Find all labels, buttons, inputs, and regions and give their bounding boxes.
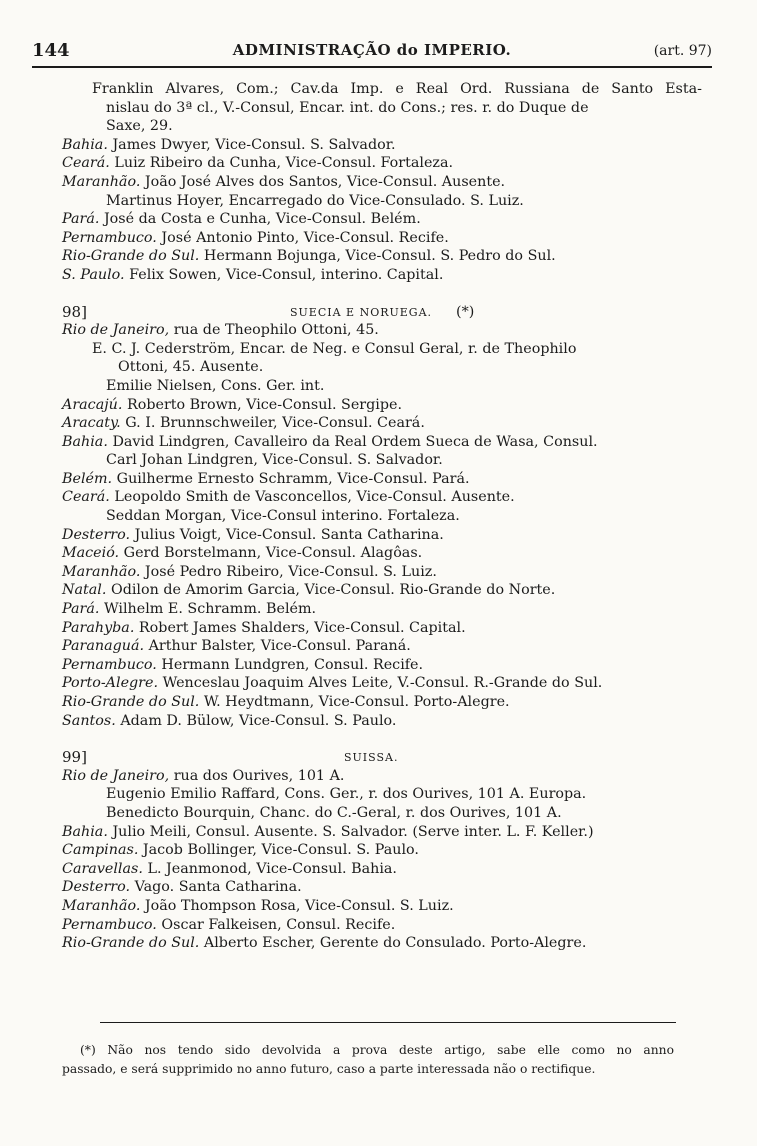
legation-line: Benedicto Bourquin, Chanc. do C.-Geral, r. dos Ourives, 101 A. (106, 804, 562, 821)
place-name: Pará. (62, 601, 100, 618)
consulate-entry (62, 860, 702, 879)
section-number: 98] (62, 302, 87, 321)
consulate-text: Robert James Shalders, Vice-Consul. Capital. (138, 619, 466, 636)
running-title: ADMINISTRAÇÃO do IMPERIO. (232, 41, 512, 59)
place-name: Pará. (62, 211, 100, 228)
consulate-text: Gerd Borstelmann, Vice-Consul. Alagôas. (123, 545, 423, 562)
section-title: SUISSA. (344, 751, 399, 765)
consulate-entry (62, 897, 702, 916)
place-name: Bahia. (62, 433, 108, 450)
place-name: Desterro. (62, 879, 131, 896)
section-gap (62, 285, 702, 303)
footnote-marker: (*) (456, 303, 475, 320)
consulate-text: Seddan Morgan, Vice-Consul interino. Fortaleza. (106, 508, 460, 525)
consulate-text: João José Alves dos Santos, Vice-Consul. Ausente. (144, 173, 506, 190)
consulate-text: Odilon de Amorim Garcia, Vice-Consul. Rio-Grande do Norte. (110, 582, 556, 599)
consulate-text: Julio Meili, Consul. Ausente. S. Salvador. (Serve inter. L. F. Keller.) (112, 823, 594, 840)
consulate-entry (62, 266, 702, 285)
consulate-entry (62, 916, 702, 935)
article-reference: (art. 97) (653, 43, 712, 59)
russia-consulate-list (62, 136, 702, 285)
place-name: Rio de Janeiro, (62, 322, 170, 339)
place-name: Paranaguá. (62, 638, 145, 655)
consulate-text: Julius Voigt, Vice-Consul. Santa Catharina. (134, 526, 444, 543)
consulate-entry (62, 841, 702, 860)
consulate-entry (62, 823, 702, 842)
section-number: 99] (62, 748, 87, 767)
place-name: Pernambuco. (62, 656, 157, 673)
consulate-entry (62, 693, 702, 712)
legation-line: Emilie Nielsen, Cons. Ger. int. (106, 377, 325, 394)
consulate-entry (62, 674, 702, 693)
consulate-text: David Lindgren, Cavalleiro da Real Ordem Sueca de Wasa, Consul. (112, 433, 598, 450)
section-gap (62, 730, 702, 748)
place-name: Maranhão. (62, 563, 141, 580)
section-heading (62, 748, 702, 767)
place-name: Porto-Alegre. (62, 675, 159, 692)
section-title: SUECIA E NORUEGA. (290, 305, 433, 319)
consulate-entry (62, 470, 702, 489)
place-name: S. Paulo. (62, 266, 125, 283)
consulate-entry (62, 507, 702, 526)
place-name: Caravellas. (62, 860, 143, 877)
consulate-entry (62, 396, 702, 415)
consulate-text: Arthur Balster, Vice-Consul. Paraná. (148, 638, 411, 655)
consulate-text: Roberto Brown, Vice-Consul. Sergipe. (126, 396, 403, 413)
consulate-entry (62, 656, 702, 675)
consulate-entry (62, 451, 702, 470)
consulate-entry (62, 433, 702, 452)
page-body (62, 80, 702, 953)
russia-section (62, 80, 702, 285)
place-name: Aracaty. (62, 415, 121, 432)
consulate-entry (62, 229, 702, 248)
consulate-entry (62, 619, 702, 638)
place-name: Maranhão. (62, 897, 141, 914)
place-name: Rio de Janeiro, (62, 767, 170, 784)
legation-line: E. C. J. Cederström, Encar. de Neg. e Consul Geral, r. de Theophilo (92, 340, 577, 357)
consulate-entry (62, 414, 702, 433)
place-name: Pernambuco. (62, 916, 157, 933)
consulate-entry (62, 136, 702, 155)
consulate-text: Hermann Lundgren, Consul. Recife. (161, 656, 424, 673)
consulate-text: Oscar Falkeisen, Consul. Recife. (161, 916, 396, 933)
russia-entry-line: Saxe, 29. (106, 118, 173, 135)
consulate-entry (62, 712, 702, 731)
place-name: Bahia. (62, 823, 108, 840)
consulate-text: Hermann Bojunga, Vice-Consul. S. Pedro do Sul. (203, 248, 556, 265)
consulate-entry (62, 210, 702, 229)
consulate-entry (62, 637, 702, 656)
place-name: Rio-Grande do Sul. (62, 248, 200, 265)
footnote-rule (100, 1022, 676, 1023)
place-name: Santos. (62, 712, 116, 729)
consulate-entry (62, 154, 702, 173)
place-name: Natal. (62, 582, 107, 599)
legation-address: rua dos Ourives, 101 A. (173, 767, 345, 784)
consulate-entry (62, 878, 702, 897)
place-name: Belém. (62, 470, 113, 487)
footnote-line: passado, e será supprimido no anno futuro, caso a parte interessada não o rectifique. (62, 1061, 596, 1076)
place-name: Desterro. (62, 526, 131, 543)
consulate-text: Leopoldo Smith de Vasconcellos, Vice-Consul. Ausente. (114, 489, 515, 506)
footnote-line: (*) Não nos tendo sido devolvida a prova deste artigo, sabe elle como no anno (80, 1043, 674, 1057)
consulate-entry (62, 192, 702, 211)
consulate-entry (62, 488, 702, 507)
suecia-consulate-list (62, 396, 702, 731)
consulate-text: Luiz Ribeiro da Cunha, Vice-Consul. Fortaleza. (114, 155, 454, 172)
russia-entry-line: nislau do 3ª cl., V.-Consul, Encar. int. do Cons.; res. r. do Duque de (106, 99, 589, 116)
consulate-text: Alberto Escher, Gerente do Consulado. Porto-Alegre. (203, 935, 587, 952)
legation-line: Eugenio Emilio Raffard, Cons. Ger., r. dos Ourives, 101 A. Europa. (106, 786, 587, 803)
consulate-text: Vago. Santa Catharina. (134, 879, 302, 896)
consulate-entry (62, 173, 702, 192)
consulate-text: Guilherme Ernesto Schramm, Vice-Consul. Pará. (116, 470, 470, 487)
consulate-text: Carl Johan Lindgren, Vice-Consul. S. Salvador. (106, 452, 443, 469)
consulate-entry (62, 563, 702, 582)
consulate-text: Adam D. Bülow, Vice-Consul. S. Paulo. (120, 712, 397, 729)
consulate-text: G. I. Brunnschweiler, Vice-Consul. Ceará. (125, 415, 425, 432)
place-name: Campinas. (62, 842, 139, 859)
place-name: Rio-Grande do Sul. (62, 694, 200, 710)
consulate-text: João Thompson Rosa, Vice-Consul. S. Luiz. (144, 897, 454, 914)
legation-address: rua de Theophilo Ottoni, 45. (173, 322, 379, 339)
footnote (62, 1042, 674, 1079)
consulate-entry (62, 581, 702, 600)
place-name: Maranhão. (62, 173, 141, 190)
consulate-text: Wenceslau Joaquim Alves Leite, V.-Consul. R.-Grande do Sul. (162, 675, 603, 692)
place-name: Parahyba. (62, 619, 135, 636)
section-heading (62, 303, 702, 322)
consulate-text: W. Heydtmann, Vice-Consul. Porto-Alegre. (203, 694, 510, 710)
consulate-text: Wilhelm E. Schramm. Belém. (103, 601, 317, 618)
place-name: Ceará. (62, 489, 110, 506)
consulate-text: José Pedro Ribeiro, Vice-Consul. S. Luiz. (144, 563, 437, 580)
place-name: Pernambuco. (62, 229, 157, 246)
consulate-text: L. Jeanmonod, Vice-Consul. Bahia. (147, 860, 397, 877)
consulate-entry (62, 544, 702, 563)
consulate-entry (62, 600, 702, 619)
place-name: Rio-Grande do Sul. (62, 935, 200, 952)
suecia-section (62, 303, 702, 731)
page-header (32, 38, 712, 68)
consulate-entry (62, 247, 702, 266)
place-name: Aracajú. (62, 396, 123, 413)
consulate-entry (62, 934, 702, 953)
consulate-text: José da Costa e Cunha, Vice-Consul. Belém. (103, 211, 421, 228)
consulate-entry (62, 526, 702, 545)
place-name: Ceará. (62, 155, 110, 172)
suissa-consulate-list (62, 823, 702, 953)
consulate-text: Martinus Hoyer, Encarregado do Vice-Consulado. S. Luiz. (106, 192, 524, 209)
legation-address-line (62, 767, 702, 786)
legation-address-line (62, 321, 702, 340)
suissa-section (62, 748, 702, 953)
consulate-text: José Antonio Pinto, Vice-Consul. Recife. (161, 229, 449, 246)
consulate-text: James Dwyer, Vice-Consul. S. Salvador. (112, 136, 396, 153)
legation-line: Ottoni, 45. Ausente. (118, 359, 264, 376)
russia-entry-line: Franklin Alvares, Com.; Cav.da Imp. e Real Ord. Russiana de Santo Esta- (92, 81, 702, 97)
place-name: Bahia. (62, 136, 108, 153)
place-name: Maceió. (62, 545, 120, 562)
page-number: 144 (32, 40, 70, 61)
consulate-text: Jacob Bollinger, Vice-Consul. S. Paulo. (142, 842, 419, 859)
consulate-text: Felix Sowen, Vice-Consul, interino. Capital. (129, 266, 444, 283)
